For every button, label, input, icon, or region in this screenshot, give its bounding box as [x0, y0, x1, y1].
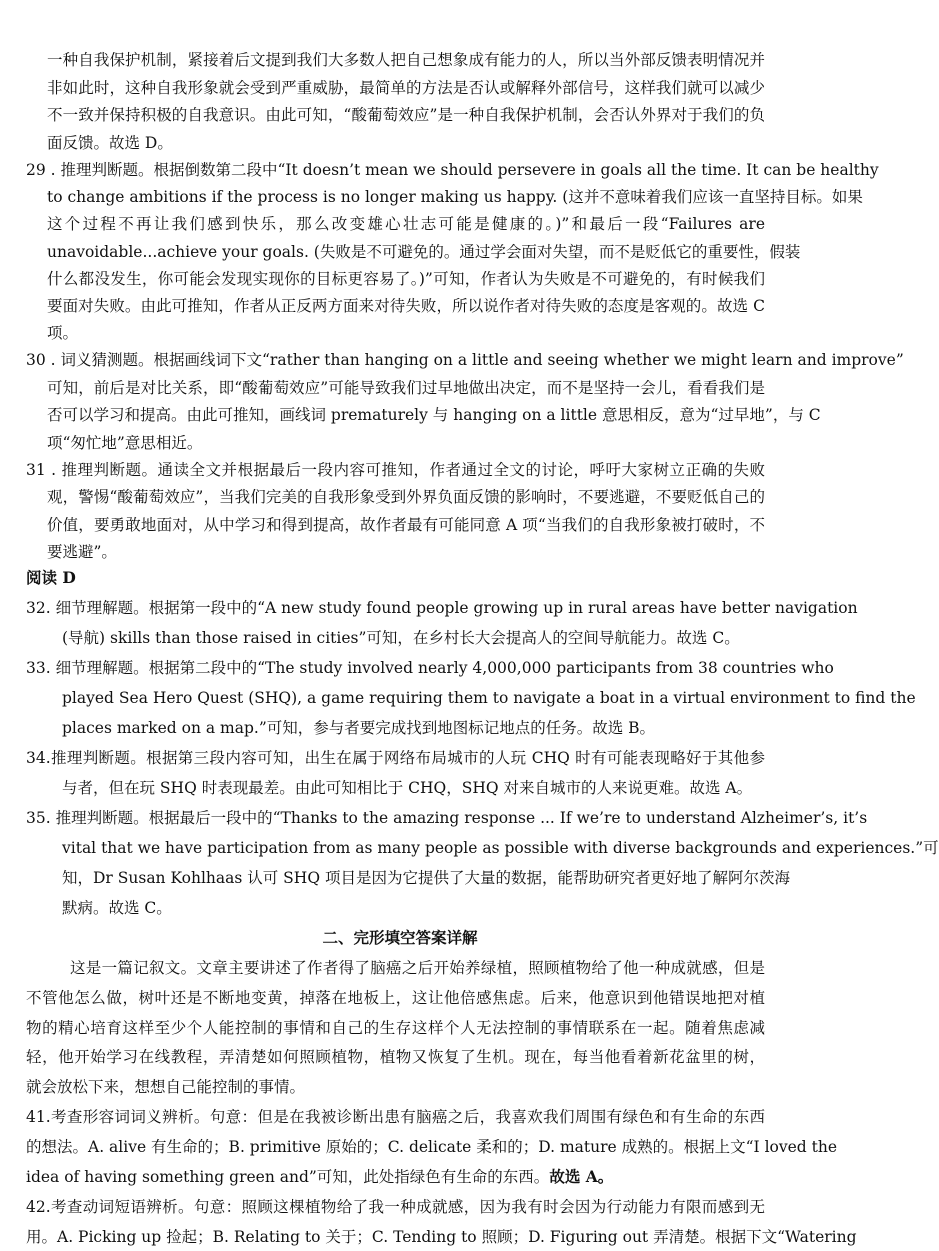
paragraph-p31-line: 要逃避”。	[47, 542, 117, 561]
answer-bold: 故选 A。	[549, 1166, 614, 1186]
paragraph-p29-line: to change ambitions if the process is no longer making us happy. (这并不意味着我们应该一直坚持目标。如果	[47, 188, 863, 207]
paragraph-p34-line: 34.推理判断题。根据第三段内容可知，出生在属于网络布局城市的人玩 CHQ 时有可能表现略好于其他参	[26, 749, 765, 767]
paragraph-p31-line: 31 . 推理判断题。通读全文并根据最后一段内容可推知，作者通过全文的讨论，呼吁大家树立正确的失败	[26, 461, 765, 479]
paragraph-p33-line: played Sea Hero Quest (SHQ), a game requiring them to navigate a boat in a virtual environment to find the	[62, 689, 916, 707]
paragraph-p42-line: 用。A. Picking up 捡起；B. Relating to 关于；C. Tending to 照顾；D. Figuring out 弄清楚。根据下文“Watering	[26, 1227, 857, 1246]
paragraph-p28-cont-line: 一种自我保护机制，紧接着后文提到我们大多数人把自己想象成有能力的人，所以当外部反馈表明情况并	[47, 51, 765, 69]
line-text: idea of having something green and”可知，此处指绿色有生命的东西。	[26, 1167, 550, 1186]
paragraph-summary-line: 就会放松下来，想想自己能控制的事情。	[26, 1078, 306, 1097]
paragraph-p29-line: unavoidable...achieve your goals. (失败是不可避免的。通过学会面对失望，而不是贬低它的重要性，假装	[47, 242, 801, 261]
paragraph-p32-line: (导航) skills than those raised in cities”可知，在乡村长大会提高人的空间导航能力。故选 C。	[62, 629, 740, 647]
paragraph-summary-line: 轻，他开始学习在线教程，弄清楚如何照顾植物，植物又恢复了生机。现在，每当他看着新花盆里的树，	[26, 1048, 765, 1067]
paragraph-summary-line: 不管他怎么做，树叶还是不断地变黄，掉落在地板上，这让他倍感焦虑。后来，他意识到他错误地把对植	[26, 988, 765, 1007]
paragraph-p28-cont-line: 不一致并保持积极的自我意识。由此可知，“酸葡萄效应”是一种自我保护机制，会否认外界对于我们的负	[47, 106, 765, 125]
paragraph-p30-line: 否可以学习和提高。由此可推知，画线词 prematurely 与 hanging on a little 意思相反，意为“过早地”，与 C	[47, 406, 821, 425]
paragraph-p33-line: places marked on a map.”可知，参与者要完成找到地图标记地点的任务。故选 B。	[62, 719, 656, 737]
paragraph-p29-line: 29 . 推理判断题。根据倒数第二段中“It doesn’t mean we should persevere in goals all the time. It can be healthy	[26, 161, 879, 179]
paragraph-p31-line: 观，警惕“酸葡萄效应”，当我们完美的自我形象受到外界负面反馈的影响时，不要逃避，不要贬低自己的	[47, 488, 765, 507]
paragraph-p30-line: 30 . 词义猜测题。根据画线词下文“rather than hanging on a little and seeing whether we might learn and improve”	[26, 351, 904, 369]
paragraph-p29-line: 这个过程不再让我们感到快乐，那么改变雄心壮志可能是健康的。)”和最后一段“Failures are	[47, 215, 765, 234]
paragraph-p30-line: 项“匆忙地”意思相近。	[47, 434, 203, 453]
paragraph-p29-line: 什么都没发生，你可能会发现实现你的目标更容易了。)”可知，作者认为失败是不可避免的，有时候我们	[47, 269, 765, 288]
paragraph-summary-line: 这是一篇记叙文。文章主要讲述了作者得了脑癌之后开始养绿植，照顾植物给了他一种成就感，但是	[70, 959, 765, 977]
section-heading: 二、完形填空答案详解	[322, 928, 478, 947]
paragraph-p34-line: 与者，但在玩 SHQ 时表现最差。由此可知相比于 CHQ，SHQ 对来自城市的人来说更难。故选 A。	[62, 779, 753, 797]
paragraph-p31-line: 价值，要勇敢地面对，从中学习和得到提高，故作者最有可能同意 A 项“当我们的自我形象被打破时，不	[47, 515, 765, 534]
paragraph-p33-line: 33. 细节理解题。根据第二段中的“The study involved nearly 4,000,000 participants from 38 countries who	[26, 659, 834, 677]
section-heading: 阅读 D	[26, 568, 76, 587]
paragraph-p35-line: vital that we have participation from as many people as possible with diverse backgrounds and experiences.”可	[62, 839, 939, 857]
paragraph-p30-line: 可知，前后是对比关系，即“酸葡萄效应”可能导致我们过早地做出决定，而不是坚持一会儿，看看我们是	[47, 378, 765, 397]
paragraph-p42-line: 42.考查动词短语辨析。句意：照顾这棵植物给了我一种成就感，因为我有时会因为行动能力有限而感到无	[26, 1198, 765, 1216]
paragraph-p41-line	[26, 1167, 765, 1187]
paragraph-p29-line: 项。	[47, 324, 79, 343]
paragraph-p28-cont-line: 非如此时，这种自我形象就会受到严重威胁，最简单的方法是否认或解释外部信号，这样我们就可以减少	[47, 78, 765, 97]
paragraph-summary-line: 物的精心培育这样至少个人能控制的事情和自己的生存这样个人无法控制的事情联系在一起。随着焦虑减	[26, 1018, 765, 1037]
paragraph-p35-line: 35. 推理判断题。根据最后一段中的“Thanks to the amazing response ... If we’re to understand Alzheimer’s, it’s	[26, 809, 868, 827]
paragraph-p35-line: 知，Dr Susan Kohlhaas 认可 SHQ 项目是因为它提供了大量的数据，能帮助研究者更好地了解阿尔茨海	[62, 869, 790, 887]
paragraph-p32-line: 32. 细节理解题。根据第一段中的“A new study found people growing up in rural areas have better navigation	[26, 599, 858, 617]
paragraph-p28-cont-line: 面反馈。故选 D。	[47, 133, 173, 152]
paragraph-p41-line: 41.考查形容词词义辨析。句意：但是在我被诊断出患有脑癌之后，我喜欢我们周围有绿色和有生命的东西	[26, 1108, 765, 1126]
paragraph-p35-line: 默病。故选 C。	[62, 899, 172, 917]
paragraph-p29-line: 要面对失败。由此可推知，作者从正反两方面来对待失败，所以说作者对待失败的态度是客观的。故选 C	[47, 297, 765, 315]
paragraph-p41-line: 的想法。A. alive 有生命的；B. primitive 原始的；C. delicate 柔和的；D. mature 成熟的。根据上文“I loved the	[26, 1137, 838, 1156]
